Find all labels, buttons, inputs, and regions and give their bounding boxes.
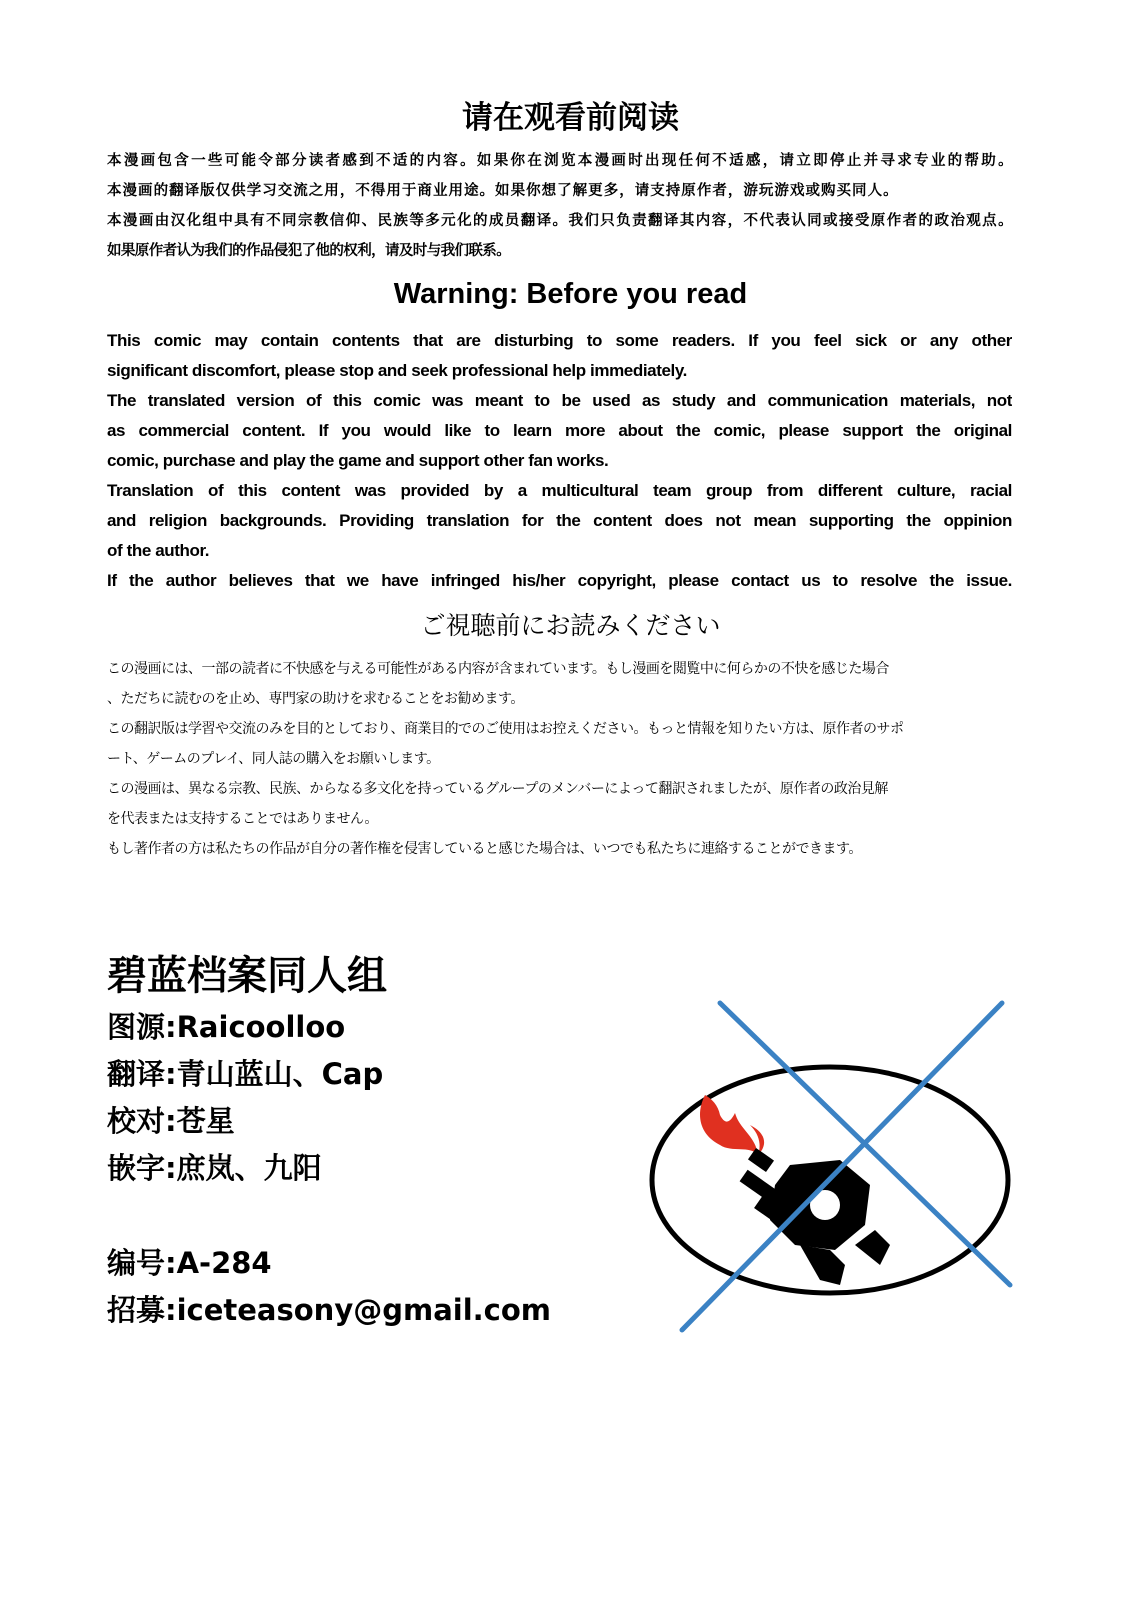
en-line: If the author believes that we have infringed his/her copyright, please contact us to resolve the issue.: [107, 571, 1012, 590]
english-warning: [107, 326, 1012, 596]
group-name: 碧蓝档案同人组: [107, 953, 387, 999]
zh-line: 本漫画的翻译版仅供学习交流之用，不得用于商业用途。如果你想了解更多，请支持原作者，游玩游戏或购买同人。: [107, 183, 897, 199]
japanese-title: ご視聴前にお読みください: [420, 611, 721, 640]
credit-typesetting: 嵌字:庶岚、九阳: [107, 1151, 322, 1185]
en-line: comic, purchase and play the game and support other fan works.: [107, 451, 609, 470]
en-line: This comic may contain contents that are disturbing to some readers. If you feel sick or any other: [107, 331, 1012, 350]
gear-wrench-icon: [740, 1148, 890, 1285]
chinese-title: 请在观看前阅读: [462, 100, 679, 136]
credit-number: 编号:A-284: [107, 1246, 272, 1280]
credits: [107, 950, 551, 1334]
ja-line: この漫画には、一部の読者に不快感を与える可能性がある内容が含まれています。もし漫画を閲覧中に何らかの不快を感じた場合: [107, 661, 889, 677]
chinese-warning: [107, 146, 1012, 266]
ja-line: を代表または支持することではありません。: [107, 811, 378, 827]
en-line: Translation of this content was provided by a multicultural team group from different culture, racial: [107, 481, 1012, 500]
en-line: The translated version of this comic was meant to be used as study and communication materials, not: [107, 391, 1012, 410]
zh-line: 本漫画包含一些可能令部分读者感到不适的内容。如果你在浏览本漫画时出现任何不适感，请立即停止并寻求专业的帮助。: [107, 153, 1012, 169]
en-line: significant discomfort, please stop and seek professional help immediately.: [107, 361, 687, 380]
ja-line: ート、ゲームのプレイ、同人誌の購入をお願いします。: [107, 751, 440, 767]
group-logo: [640, 995, 1020, 1340]
japanese-warning: [107, 654, 1012, 864]
en-line: as commercial content. If you would like to learn more about the comic, please support the original: [107, 421, 1012, 440]
credit-recruit: 招募:iceteasony@gmail.com: [107, 1293, 552, 1327]
ja-line: この漫画は、異なる宗教、民族、からなる多文化を持っているグループのメンバーによって翻訳されましたが、原作者の政治見解: [107, 781, 888, 797]
en-line: and religion backgrounds. Providing translation for the content does not mean supporting the oppinion: [107, 511, 1012, 530]
en-line: of the author.: [107, 541, 210, 560]
ja-line: もし著作者の方は私たちの作品が自分の著作権を侵害していると感じた場合は、いつでも私たちに連絡することができます。: [107, 841, 862, 857]
zh-line: 本漫画由汉化组中具有不同宗教信仰、民族等多元化的成员翻译。我们只负责翻译其内容，不代表认同或接受原作者的政治观点。: [107, 213, 1012, 229]
ja-line: この翻訳版は学習や交流のみを目的としており、商業目的でのご使用はお控えください。もっと情報を知りたい方は、原作者のサポ: [107, 721, 904, 737]
flame-icon: [700, 1095, 764, 1155]
credit-proofreading: 校对:苍星: [107, 1104, 235, 1138]
english-title: Warning: Before you read: [393, 278, 748, 310]
credit-source: 图源:Raicoolloo: [107, 1010, 346, 1044]
ja-line: 、ただちに読むのを止め、専門家の助けを求むることをお勧めます。: [107, 691, 524, 707]
zh-line: 如果原作者认为我们的作品侵犯了他的权利，请及时与我们联系。: [107, 243, 511, 259]
credit-translation: 翻译:青山蓝山、Cap: [107, 1057, 384, 1091]
